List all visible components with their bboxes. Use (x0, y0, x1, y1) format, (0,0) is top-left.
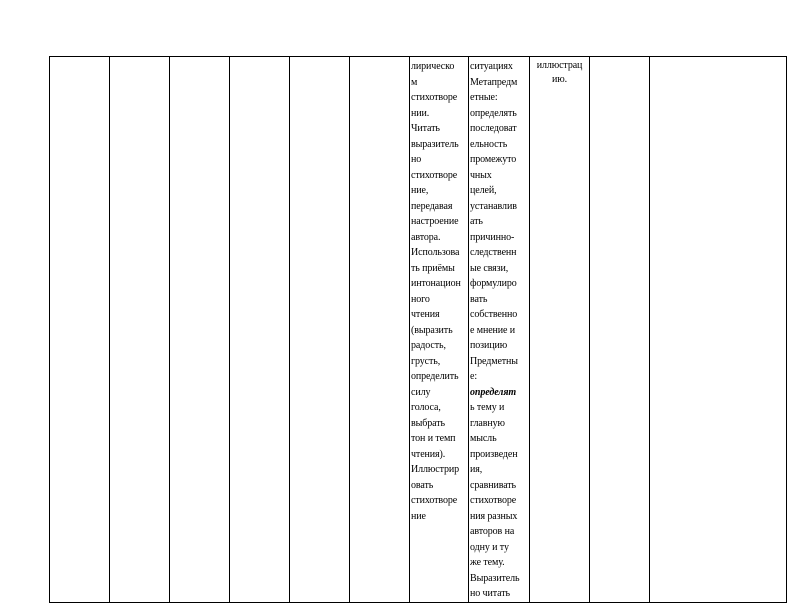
cell-line: же тему. (470, 557, 505, 568)
cell-line: ать (470, 216, 483, 227)
table-cell-2 (110, 57, 170, 603)
cell-line: ного (411, 293, 430, 305)
cell-line: чных (470, 169, 492, 181)
cell-line: Иллюстрир (411, 464, 460, 475)
cell-line: интонацион (411, 278, 461, 289)
cell-line: последоват (470, 123, 517, 134)
cell-line: промежуто (470, 154, 517, 165)
learning-outcomes-text (469, 59, 529, 602)
cell-line: чтения). (411, 448, 446, 460)
cell-line: определять (470, 107, 517, 119)
cell-line: устанавлив (470, 200, 517, 212)
cell-line: собственно (470, 309, 518, 320)
cell-line: стихотворе (411, 92, 458, 103)
cell-line: определить (411, 371, 459, 382)
cell-line: настроение (411, 216, 459, 227)
cell-line: иллюстрац (536, 60, 583, 71)
cell-line: Метапредм (470, 76, 518, 88)
cell-line: ельность (470, 138, 508, 150)
cell-line: ь тему и (470, 402, 505, 413)
cell-line: Предметны (470, 355, 518, 367)
cell-line: стихотворе (411, 495, 458, 506)
table-cell-learning-outcomes (469, 57, 530, 603)
cell-line: (выразить (411, 324, 453, 336)
cell-line: е мнение и (470, 324, 516, 336)
cell-line: етные: (470, 92, 498, 103)
cell-line: причинно- (470, 231, 515, 243)
lesson-plan-table (49, 56, 787, 603)
assessment-text (530, 59, 589, 87)
cell-line: ние, (411, 185, 429, 196)
cell-line: ые связи, (470, 262, 509, 274)
cell-line: мысль (470, 433, 497, 444)
cell-line: м (411, 76, 418, 88)
table-cell-11 (650, 57, 787, 603)
cell-line: стихотворе (470, 495, 517, 506)
cell-line: ть приёмы (411, 262, 455, 274)
cell-line: Читать (411, 123, 440, 134)
cell-line: передавая (411, 200, 453, 212)
cell-line: произведен (470, 448, 518, 460)
cell-line: выбрать (411, 417, 445, 429)
cell-line: ию. (551, 74, 568, 85)
cell-line: Использова (411, 247, 460, 258)
cell-line: вать (470, 293, 488, 305)
cell-line: но (411, 154, 422, 165)
cell-line: определят (470, 386, 517, 398)
learning-activities-text (410, 59, 468, 524)
cell-line: автора. (411, 231, 441, 243)
cell-line: тон и темп (411, 433, 456, 444)
cell-line: Выразитель (470, 572, 520, 584)
cell-line: одну и ту (470, 541, 509, 553)
table-cell-5 (290, 57, 350, 603)
table-cell-learning-activities (410, 57, 469, 603)
table-cell-3 (170, 57, 230, 603)
cell-line: силу (411, 386, 431, 398)
table-row (50, 57, 787, 603)
cell-line: авторов на (470, 526, 515, 537)
table-cell-10 (590, 57, 650, 603)
cell-line: ния разных (470, 510, 518, 522)
cell-line: лирическо (411, 61, 455, 72)
table-cell-4 (230, 57, 290, 603)
table-cell-assessment (530, 57, 590, 603)
cell-line: позицию (470, 340, 508, 351)
cell-line: чтения (411, 309, 440, 320)
cell-line: выразитель (411, 138, 459, 150)
cell-line: нии. (411, 107, 430, 119)
cell-line: е: (470, 371, 478, 382)
cell-line: стихотворе (411, 169, 458, 181)
cell-line: ия, (470, 464, 483, 475)
table-cell-6 (350, 57, 410, 603)
cell-line: главную (470, 417, 505, 429)
table-cell-1 (50, 57, 110, 603)
cell-line: голоса, (411, 402, 441, 413)
cell-line: овать (411, 479, 434, 491)
cell-line: радость, (411, 340, 446, 351)
cell-line: целей, (470, 185, 497, 196)
cell-line: следственн (470, 247, 517, 258)
cell-line: но читать (470, 588, 510, 599)
cell-line: ние (411, 510, 426, 522)
cell-line: сравнивать (470, 479, 517, 491)
cell-line: грусть, (411, 355, 441, 367)
cell-line: формулиро (470, 278, 517, 289)
cell-line: ситуациях (470, 61, 513, 72)
